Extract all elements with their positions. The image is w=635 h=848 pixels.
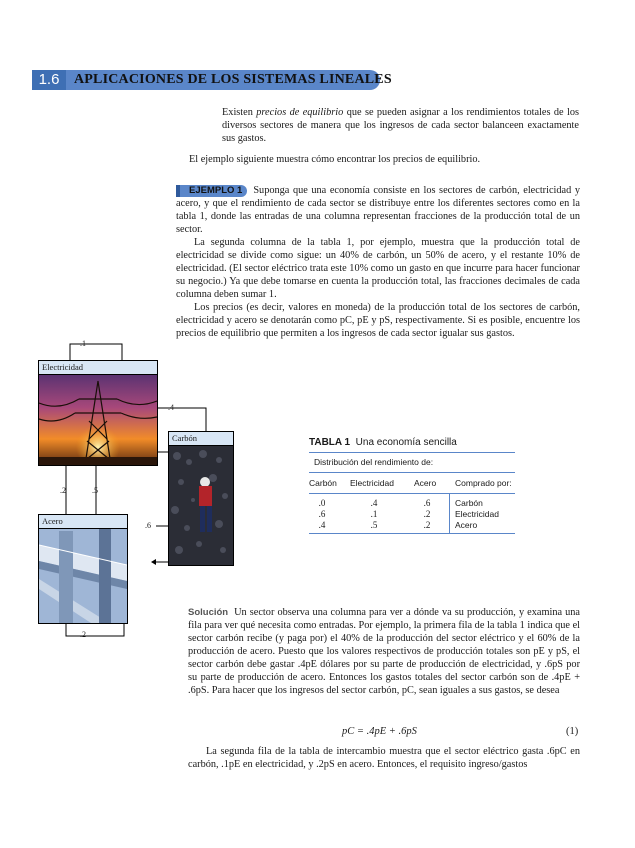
table-rule-top bbox=[309, 452, 515, 453]
table-col-header: Comprado por: bbox=[455, 478, 512, 488]
table-cell: .4 .1 .5 bbox=[370, 498, 378, 530]
table-buyer-column: Carbón Electricidad Acero bbox=[455, 498, 499, 530]
flow-label: .5 bbox=[92, 486, 98, 495]
section-number: 1.6 bbox=[32, 70, 66, 90]
table-divider bbox=[449, 493, 450, 533]
solution-paragraph: Solución Un sector observa una columna para ver a dónde va su producción, y examina una fila para ver qué necesita como entradas. Por ejemplo, la primera fila de la tabla 1 indica que el sector carbón recibe (y paga por) el 40% de la producción del sector eléctrico y el 60% de la producción de acero. Puesto que los valores respectivos de producción totales son pE y pS, el sector carbón debe gastar .4pE dólares por su parte de producción de electricidad, y .6pS por su parte de producción de acero. Entonces los gastos totales del sector carbón son de .4pE + .6pS. Para hacer que los ingresos del sector carbón, pC, sean iguales a sus gastos, se desea bbox=[188, 607, 580, 696]
table-rule-bottom bbox=[309, 533, 515, 534]
solution-label: Solución bbox=[188, 607, 229, 618]
coal-photo bbox=[168, 431, 234, 566]
coal-label: Carbón bbox=[169, 432, 233, 446]
power-tower-illustration bbox=[39, 361, 157, 465]
solution-paragraph-2: La segunda fila de la tabla de intercambio muestra que el sector eléctrico gasta .6pC en carbón, .1pE en electricidad, y .2pS en acero. Entonces, el requisito ingreso/gastos bbox=[188, 746, 580, 770]
table-cell: .6 .2 .2 bbox=[423, 498, 431, 530]
table-col-header: Electricidad bbox=[350, 478, 394, 488]
flow-line-steel-self bbox=[66, 622, 124, 636]
example-badge: EJEMPLO 1 bbox=[176, 185, 247, 197]
example-p2: La segunda columna de la tabla 1, por ejemplo, muestra que la producción total de electricidad se divide como sigue: un 40% de carbón, un 50% de acero, y el restante 10% de electricidad. (El sector eléctrico trata este 10% como un gasto en que incurre para hacer funcionar su negocio.) Ya que debe tomarse en cuenta la producción total, las fracciones decimales de cada columna deben sumar 1. bbox=[176, 237, 580, 300]
flow-label: .1 bbox=[80, 339, 86, 348]
equation: pC = .4pE + .6pS bbox=[342, 726, 417, 737]
steel-label: Acero bbox=[39, 515, 127, 529]
steel-beams-illustration bbox=[39, 515, 127, 623]
table-group-header: Distribución del rendimiento de: bbox=[314, 457, 434, 467]
section-title: APLICACIONES DE LOS SISTEMAS LINEALES bbox=[74, 72, 392, 87]
flow-line-elec-self bbox=[70, 344, 122, 360]
steel-photo bbox=[38, 514, 128, 624]
flow-line-elec-coal bbox=[156, 408, 206, 432]
flow-label: .6 bbox=[145, 521, 151, 530]
electricity-label: Electricidad bbox=[39, 361, 157, 375]
table-col-header: Carbón bbox=[309, 478, 337, 488]
coal-miner-illustration bbox=[169, 432, 233, 565]
table-col-header: Acero bbox=[414, 478, 437, 488]
flow-label: .2 bbox=[60, 486, 66, 495]
example-p3: Los precios (es decir, valores en moneda) de la producción total de los sectores de carbón, electricidad y acero se denotarán como pC, pE y pS, respectivamente. Si es posible, encuentre los precios de equilibrio que permiten a los ingresos de cada sector igualar sus gastos. bbox=[176, 302, 580, 339]
table-rule-group bbox=[309, 472, 515, 473]
example-block bbox=[176, 184, 580, 340]
equation-number: (1) bbox=[566, 726, 579, 737]
flow-label: .4 bbox=[168, 403, 174, 412]
table-cell: .0 .6 .4 bbox=[318, 498, 326, 530]
table-title: TABLA 1 Una economía sencilla bbox=[309, 437, 457, 448]
intro-lead-paragraph: El ejemplo siguiente muestra cómo encontrar los precios de equilibrio. bbox=[189, 154, 481, 165]
example-p1: EJEMPLO 1 Suponga que una economía consiste en los sectores de carbón, electricidad y acero, y que el rendimiento de cada sector se distribuye entre los diferentes sectores como en la tabla 1, donde las entradas de una columna representan fracciones de la producción total de un sector. bbox=[176, 185, 580, 235]
flow-label: .2 bbox=[80, 630, 86, 639]
table-rule-header bbox=[309, 493, 515, 494]
arrowhead bbox=[151, 559, 156, 565]
electricity-photo bbox=[38, 360, 158, 466]
intro-paragraph: Existen precios de equilibrio que se pueden asignar a los rendimientos totales de los diversos sectores de manera que los ingresos de cada sector balanceen exactamente sus gastos. bbox=[222, 107, 579, 144]
